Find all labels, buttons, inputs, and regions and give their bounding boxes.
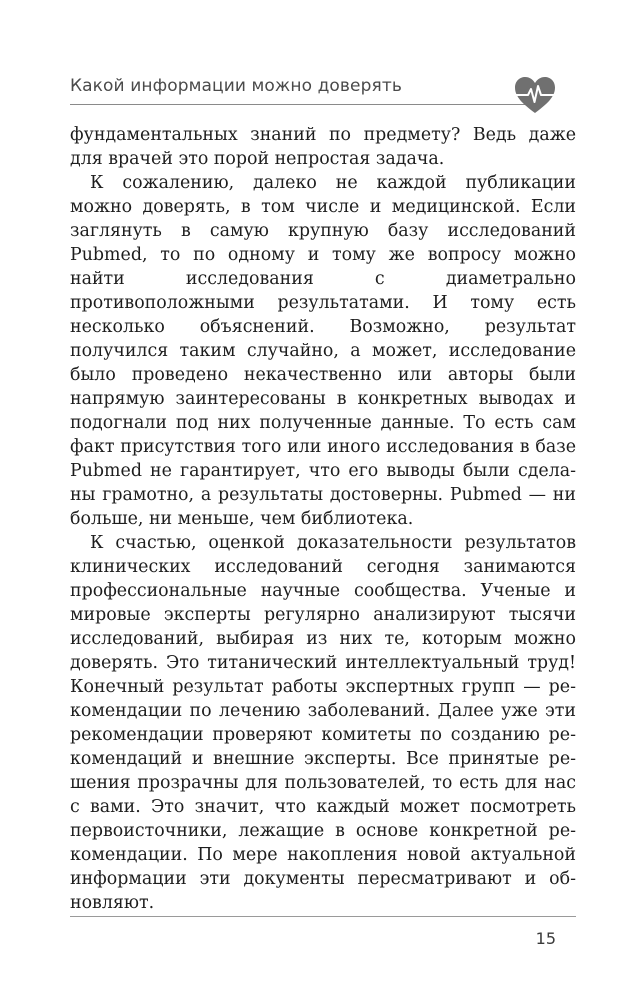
footer-rule [70, 916, 576, 917]
header-rule [70, 104, 530, 105]
paragraph-3: К счастью, оценкой доказательности результатов клинических исследований сегодня занимаются профессиональные научные сообщества. Ученые и мировые эксперты регулярно анализируют тысячи исследований, выбирая из них те, которым можно доверять. Это титанический интеллектуальный труд! Конечный результат работы экспертных групп — рекомендации по лечению заболеваний. Далее уже эти рекомендации проверяют комитеты по созданию рекомендаций и внешние эксперты. Все принятые решения прозрачны для пользователей, то есть для нас с вами. Это значит, что каждый может посмотреть первоисточники, лежащие в основе конкретной рекомендации. По мере накопления новой актуальной информации эти документы пересматривают и обновляют. [70, 533, 576, 913]
paragraph-2: К сожалению, далеко не каждой публикации можно доверять, в том числе и медицинской. Если заглянуть в самую крупную базу исследований Pubmed, то по одному и тому же вопросу можно найти исследования с диаметрально противоположными результатами. И тому есть несколько объяснений. Возможно, результат получился таким случайно, а может, исследование было проведено некачественно или авторы были напрямую заинтересованы в конкретных выводах и подогнали под них полученные данные. То есть сам факт присутствия того или иного исследования в базе Pubmed не гарантирует, что его выводы были сделаны грамотно, а результаты достоверны. Pubmed — ни больше, ни меньше, чем библиотека. [70, 173, 576, 529]
heart-pulse-icon [513, 75, 557, 115]
running-head-title: Какой информации можно доверять [70, 76, 402, 96]
paragraph-1: фундаментальных знаний по предмету? Ведь даже для врачей это порой непростая задача. [70, 125, 576, 169]
page-number: 15 [535, 929, 556, 948]
body-text [70, 123, 576, 915]
